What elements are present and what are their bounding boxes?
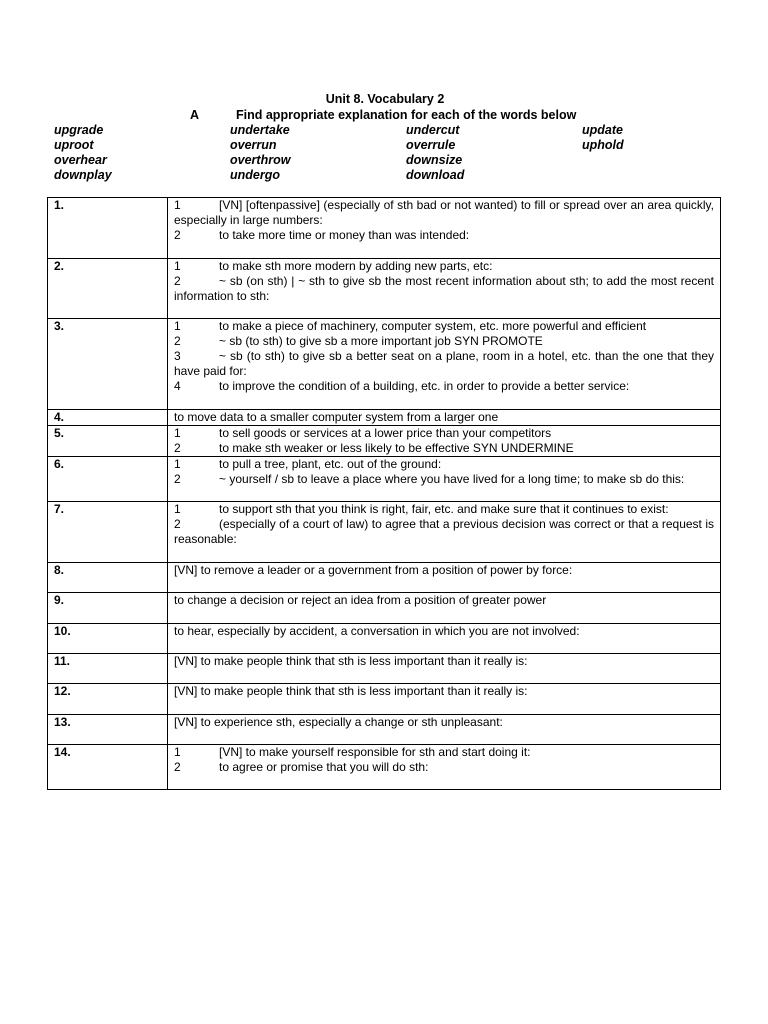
definition-sense xyxy=(174,441,714,456)
sense-text: to hear, especially by accident, a conversation in which you are not involved: xyxy=(174,624,580,638)
definition-sense xyxy=(174,426,714,441)
sense-text: [VN] to remove a leader or a government from a position of power by force: xyxy=(174,563,573,577)
sense-text: to pull a tree, plant, etc. out of the ground: xyxy=(219,457,442,471)
vocab-word: downsize xyxy=(406,153,463,167)
row-number: 7. xyxy=(48,502,168,563)
table-row xyxy=(48,745,721,790)
sense-number: 1 xyxy=(174,502,181,516)
row-number: 13. xyxy=(48,715,168,745)
sense-number: 2 xyxy=(174,760,181,774)
definition-cell xyxy=(168,684,721,715)
definition-cell xyxy=(168,457,721,502)
table-row xyxy=(48,654,721,684)
sense-text: to agree or promise that you will do sth: xyxy=(219,760,429,774)
sense-number: 2 xyxy=(174,334,181,348)
sense-number: 2 xyxy=(174,472,181,486)
definition-cell xyxy=(168,410,721,426)
definition-sense xyxy=(174,745,714,760)
table-row xyxy=(48,624,721,654)
sense-text: [VN] to experience sth, especially a change or sth unpleasant: xyxy=(174,715,503,729)
definition-sense xyxy=(174,563,714,578)
definition-sense xyxy=(174,198,714,228)
word-list xyxy=(54,123,734,183)
sense-text: to support sth that you think is right, fair, etc. and make sure that it continues to exist: xyxy=(219,502,669,516)
definition-sense xyxy=(174,472,714,487)
definition-cell xyxy=(168,259,721,319)
row-number: 5. xyxy=(48,426,168,457)
definition-cell xyxy=(168,502,721,563)
table-row xyxy=(48,457,721,502)
vocab-word: undergo xyxy=(230,168,280,182)
sense-number: 1 xyxy=(174,198,181,212)
sense-number: 1 xyxy=(174,319,181,333)
row-number: 14. xyxy=(48,745,168,790)
table-row xyxy=(48,563,721,593)
definition-cell xyxy=(168,745,721,790)
row-number: 3. xyxy=(48,319,168,410)
definition-cell xyxy=(168,715,721,745)
definition-cell xyxy=(168,426,721,457)
definition-sense xyxy=(174,517,714,547)
sense-text: to change a decision or reject an idea from a position of greater power xyxy=(174,593,547,607)
definition-sense xyxy=(174,228,714,243)
definition-sense xyxy=(174,624,714,639)
definition-sense xyxy=(174,654,714,669)
table-row xyxy=(48,684,721,715)
vocab-word: overrule xyxy=(406,138,456,152)
sense-number: 1 xyxy=(174,426,181,440)
row-number: 8. xyxy=(48,563,168,593)
sense-number: 2 xyxy=(174,274,181,288)
definition-sense xyxy=(174,715,714,730)
sense-number: 4 xyxy=(174,379,181,393)
definition-sense xyxy=(174,502,714,517)
vocab-word: overhear xyxy=(54,153,107,167)
definition-cell xyxy=(168,624,721,654)
sense-text: to take more time or money than was intended: xyxy=(219,228,470,242)
definitions-table xyxy=(47,197,721,790)
section-letter: A xyxy=(190,108,200,122)
sense-number: 2 xyxy=(174,228,181,242)
sense-number: 2 xyxy=(174,517,181,531)
vocab-word: uphold xyxy=(582,138,624,152)
row-number: 1. xyxy=(48,198,168,259)
sense-text: to make a piece of machinery, computer system, etc. more powerful and efficient xyxy=(219,319,647,333)
definition-sense xyxy=(174,684,714,699)
table-row xyxy=(48,593,721,624)
vocab-word: upgrade xyxy=(54,123,104,137)
row-number: 11. xyxy=(48,654,168,684)
definition-sense xyxy=(174,259,714,274)
table-row xyxy=(48,410,721,426)
row-number: 10. xyxy=(48,624,168,654)
sense-text: ~ sb (on sth) | ~ sth to give sb the most recent information about sth; to add the most recent information to sth: xyxy=(174,274,714,303)
sense-text: [VN] to make people think that sth is less important than it really is: xyxy=(174,684,528,698)
sense-number: 3 xyxy=(174,349,181,363)
word-row xyxy=(54,123,734,138)
definition-sense xyxy=(174,410,714,425)
vocab-word: download xyxy=(406,168,465,182)
definition-sense xyxy=(174,760,714,775)
table-row xyxy=(48,319,721,410)
sense-number: 1 xyxy=(174,259,181,273)
sense-text: to sell goods or services at a lower price than your competitors xyxy=(219,426,552,440)
definition-sense xyxy=(174,334,714,349)
row-number: 12. xyxy=(48,684,168,715)
section-heading xyxy=(190,108,576,122)
definition-cell xyxy=(168,654,721,684)
definition-cell xyxy=(168,563,721,593)
definition-sense xyxy=(174,349,714,379)
definition-sense xyxy=(174,319,714,334)
table-row xyxy=(48,198,721,259)
sense-text: [VN] to make yourself responsible for sth and start doing it: xyxy=(219,745,531,759)
sense-number: 2 xyxy=(174,441,181,455)
sense-text: ~ yourself / sb to leave a place where you have lived for a long time; to make sb do this: xyxy=(219,472,685,486)
instruction-text: Find appropriate explanation for each of the words below xyxy=(236,108,577,122)
definition-cell xyxy=(168,319,721,410)
definition-cell xyxy=(168,593,721,624)
sense-text: to make sth more modern by adding new parts, etc: xyxy=(219,259,493,273)
sense-text: ~ sb (to sth) to give sb a better seat on a plane, room in a hotel, etc. than the one that they have paid for: xyxy=(174,349,714,378)
definition-sense xyxy=(174,274,714,304)
word-row xyxy=(54,168,734,183)
row-number: 2. xyxy=(48,259,168,319)
definition-sense xyxy=(174,593,714,608)
table-row xyxy=(48,259,721,319)
vocab-word: undercut xyxy=(406,123,460,137)
table-row xyxy=(48,502,721,563)
vocab-word: overrun xyxy=(230,138,277,152)
vocab-word: downplay xyxy=(54,168,112,182)
sense-text: to move data to a smaller computer system from a larger one xyxy=(174,410,499,424)
definition-sense xyxy=(174,379,714,394)
sense-text: (especially of a court of law) to agree that a previous decision was correct or that a request is reasonable: xyxy=(174,517,714,546)
vocab-word: overthrow xyxy=(230,153,291,167)
sense-text: [VN] [oftenpassive] (especially of sth bad or not wanted) to fill or spread over an area quickly, especially in large numbers: xyxy=(174,198,714,227)
sense-text: [VN] to make people think that sth is less important than it really is: xyxy=(174,654,528,668)
row-number: 6. xyxy=(48,457,168,502)
sense-number: 1 xyxy=(174,457,181,471)
table-row xyxy=(48,715,721,745)
definition-sense xyxy=(174,457,714,472)
vocab-word: undertake xyxy=(230,123,290,137)
row-number: 9. xyxy=(48,593,168,624)
sense-text: to make sth weaker or less likely to be effective SYN UNDERMINE xyxy=(219,441,574,455)
vocab-word: update xyxy=(582,123,623,137)
word-row xyxy=(54,153,734,168)
sense-text: to improve the condition of a building, etc. in order to provide a better service: xyxy=(219,379,630,393)
sense-text: ~ sb (to sth) to give sb a more important job SYN PROMOTE xyxy=(219,334,543,348)
word-row xyxy=(54,138,734,153)
vocab-word: uproot xyxy=(54,138,94,152)
sense-number: 1 xyxy=(174,745,181,759)
table-row xyxy=(48,426,721,457)
row-number: 4. xyxy=(48,410,168,426)
definition-cell xyxy=(168,198,721,259)
page-title: Unit 8. Vocabulary 2 xyxy=(325,92,445,106)
